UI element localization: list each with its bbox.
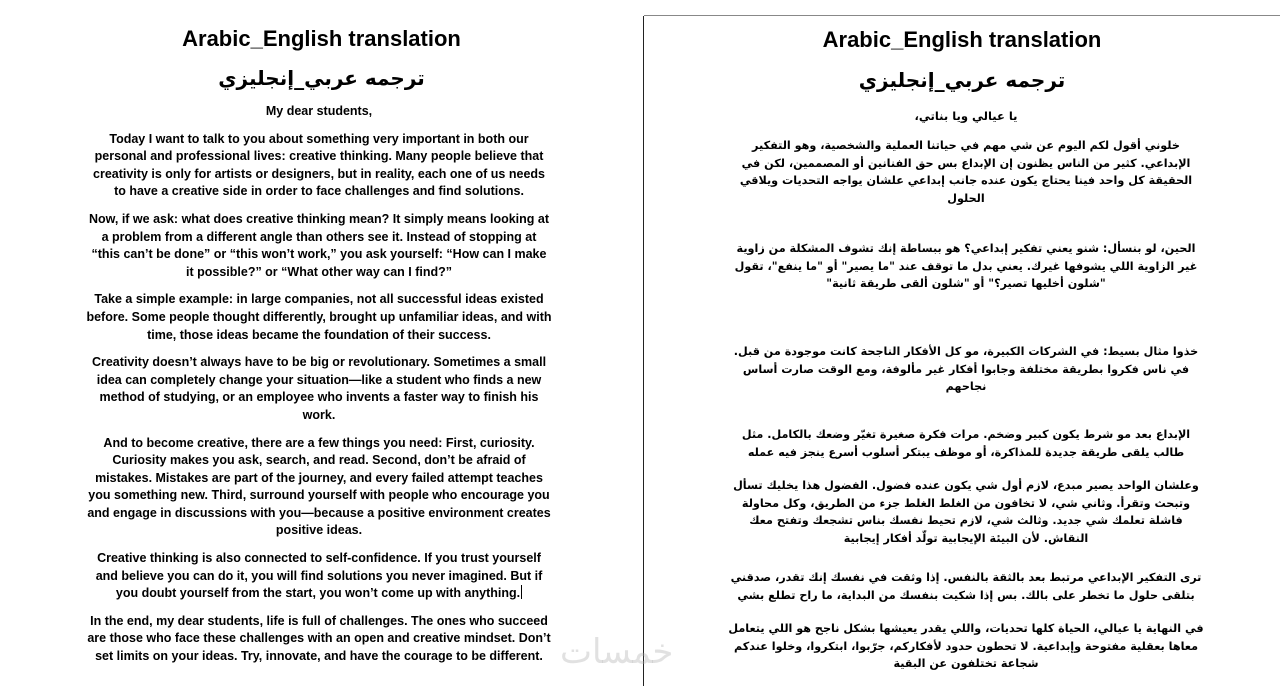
page-title-arabic: ترجمه عربي_إنجليزي (218, 66, 425, 90)
paragraph-5: وعلشان الواحد يصير مبدع، لازم أول شي يكون عنده فضول. الفضول هذا يخليك تسأل وتبحث وتقرأ. وثاني شي، لا تخافون من الغلط الغلط جزء من الطريق، وكل محاولة فاشلة تعلمك شي جديد. وثالث شي، لازم تحيط نفسك بناس تشجعك وتفتح معك النقاش. لأن البيئة الإيجابية تولّد أفكار إيجابية (733, 479, 1199, 545)
paragraph-6: ترى التفكير الإبداعي مرتبط بعد بالثقة بالنفس. إذا وثقت في نفسك إنك تقدر، صدقني بتلقى حلول ما تخطر على بالك. بس إذا شكيت بنفسك من البداية، ما راح تطلع بشي (730, 571, 1202, 602)
paragraph-4: Creativity doesn’t always have to be big or revolutionary. Sometimes a small idea can completely change your situation—like a student who finds a new method of studying, or an employee who invents a faster way to finish his work. (91, 355, 547, 422)
arabic-document-page (644, 0, 1280, 686)
paragraph-6 (86, 550, 552, 603)
paragraph-7: في النهاية يا عيالي، الحياة كلها تحديات، واللي يقدر يعيشها بشكل ناجح هو اللي يتعامل معاها بعقلية مفتوحة وإبداعية. لا تحطون حدود لأفكاركم، جرّبوا، ابتكروا، وخلوا عندكم شجاعة تختلفون عن البقية (728, 622, 1204, 670)
paragraph-3: خذوا مثال بسيط: في الشركات الكبيرة، مو كل الأفكار الناجحة كانت موجودة من قبل. في ناس فكروا بطريقة مختلفة وجابوا أفكار غير مألوفة، ومع الوقت صارت أساس نجاحهم (733, 345, 1199, 393)
text-cursor (521, 585, 522, 599)
paragraph-7: In the end, my dear students, life is full of challenges. The ones who succeed are those who face these challenges with an open and creative mindset. Don’t set limits on your ideas. Try, innovate, and have the courage to be different. (87, 613, 551, 664)
watermark-logo: خمسات (560, 632, 674, 672)
paragraph-2: الحين، لو بنسأل: شنو يعني تفكير إبداعي؟ هو ببساطة إنك تشوف المشكلة من زاوية غير الزاوية اللي يشوفها غيرك. يعني بدل ما توقف عند "ما يصير" أو "ما ينفع"، تقول "شلون أخليها تصير؟" أو "شلون ألقى طريقة ثانية" (734, 242, 1198, 290)
page-title-arabic: ترجمه عربي_إنجليزي (858, 68, 1066, 92)
paragraph-1: خلوني أقول لكم اليوم عن شي مهم في حياتنا العملية والشخصية، وهو التفكير الإبداعي. كثير من الناس يظنون إن الإبداع بس حق الفنانين أو المصممين، لكن في الحقيقة كل واحد فينا يحتاج يكون عنده جانب إبداعي علشان يواجه التحديات ويلاقي الحلول (739, 139, 1193, 205)
paragraph-1: Today I want to talk to you about something very important in both our personal and professional lives: creative thinking. Many people believe that creativity is only for artists or designers, but in reality, each one of us needs to have a creative side in order to face challenges and find solutions. (93, 131, 545, 199)
paragraph-2: Now, if we ask: what does creative thinking mean? It simply means looking at a problem from a different angle than others see it. Instead of stopping at “this can’t be done” or “this won’t work,” you ask yourself: “How can I make it possible?” or “What other way can I find?” (88, 211, 550, 279)
paragraph-3: Take a simple example: in large companies, not all successful ideas existed before. Some people thought differently, brought up unfamiliar ideas, and with time, those ideas became the foundation of their success. (86, 292, 552, 342)
greeting: My dear students, (265, 104, 373, 118)
paragraph-4: الإبداع بعد مو شرط يكون كبير وضخم. مرات فكرة صغيرة تغيّر وضعك بالكامل. مثل طالب يلقى طريقة جديدة للمذاكرة، أو موظف يبتكر أسلوب أسرع ينجز فيه عمله (741, 428, 1191, 459)
paragraph-6-text: Creative thinking is also connected to self-confidence. If you trust yourself and believe you can do it, you will find solutions you never imagined. But if you doubt yourself from the start, you won’t come up with anything. (95, 551, 543, 601)
page-title-english: Arabic_English translation (182, 26, 461, 51)
greeting: يا عيالي ويا بناتي، (914, 109, 1018, 123)
page-title-english: Arabic_English translation (822, 27, 1102, 52)
paragraph-5: And to become creative, there are a few things you need: First, curiosity. Curiosity makes you ask, search, and read. Second, don’t be afraid of mistakes. Mistakes are part of the journey, and every failed attempt teaches you something new. Third, surround yourself with people who encourage you and engage in discussions with you—because a positive environment creates positive ideas. (87, 435, 551, 538)
english-body[interactable] (86, 103, 552, 676)
